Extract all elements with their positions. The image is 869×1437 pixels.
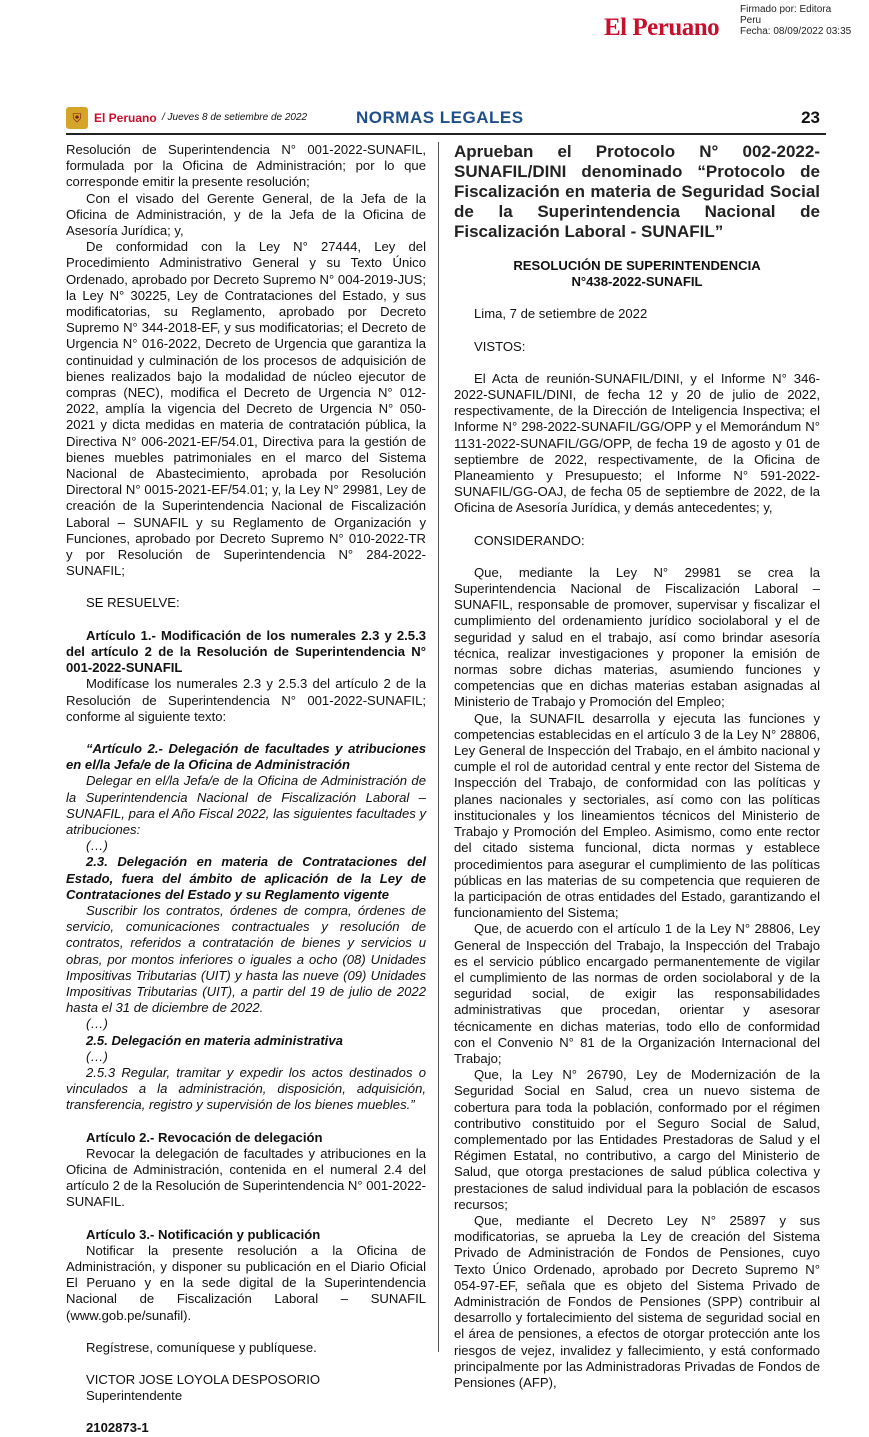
signature-date: Fecha: 08/09/2022 03:35 bbox=[740, 26, 852, 37]
ellipsis: (…) bbox=[86, 1048, 108, 1064]
considerando-paragraph: Que, mediante el Decreto Ley N° 25897 y sus modificatorias, se aprueba la Ley de creación del Sistema Privado de Administración de Fondos de Pensiones, cuyo Texto Único Ordenado, aprobado por Decreto Supremo N° 054-97-EF, señala que es objeto del Sistema Privado de Administración de Fondos de Pensiones (SPP) contribuir al desarrollo y fortalecimiento del sistema de seguridad social en el área de pensiones, a efectos de otorgar protección ante los riesgos de vejez, invalidez y fallecimiento, y está conformado principalmente por las Administradoras Privadas de Fondos de Pensiones (AFP), bbox=[454, 1212, 820, 1390]
section-2-5-title: 2.5. Delegación en materia administrativa bbox=[86, 1032, 343, 1048]
right-column bbox=[454, 142, 820, 1391]
vistos-text: El Acta de reunión-SUNAFIL/DINI, y el Informe N° 346-2022-SUNAFIL/DINI, de fecha 12 y 20 de julio de 2022, respectivamente, de la Dirección de Inteligencia Inspectiva; el Informe N° 298-2022-SUNAFIL/GG/OPP y el Memorándum N° 1131-2022-SUNAFIL/GG/OPP, de fecha 19 de agosto y 01 de septiembre de 2022, respectivamente, de la Oficina de Planeamiento y Presupuesto; el Informe N° 591-2022-SUNAFIL/GG-OAJ, de fecha 05 de septiembre de 2022, de la Oficina de Asesoría Jurídica, y demás antecedentes; y, bbox=[454, 370, 820, 516]
paragraph: De conformidad con la Ley N° 27444, Ley del Procedimiento Administrativo General y su Texto Único Ordenado, aprobado por Decreto Supremo N° 004-2019-JUS; la Ley N° 30225, Ley de Contrataciones del Estado, y sus modificatorias, su Reglamento, aprobado por Decreto Supremo N° 344-2018-EF, y sus modificatorias; el Decreto de Urgencia N° 016-2022, Decreto de Urgencia que garantiza la continuidad y culminación de los procesos de adquisición de bienes realizados bajo la modalidad de núcleo ejecutor de compras (NEC), modifica el Decreto de Urgencia N° 012-2022, amplía la vigencia del Decreto de Urgencia N° 050-2021 y dicta medidas en materia de contratación pública, la Directiva N° 006-2021-EF/54.01, Directiva para la gestión de bienes muebles patrimoniales en el marco del Sistema Nacional de Abastecimiento, aprobada por Resolución Directoral N° 0015-2021-EF/54.01; y, la Ley N° 29981, Ley de creación de la Superintendencia Nacional de Fiscalización Laboral – SUNAFIL y su Reglamento de Organización y Funciones, aprobado por Decreto Supremo N° 010-2022-TR y por Resolución de Superintendencia N° 284-2022-SUNAFIL; bbox=[66, 239, 426, 579]
coat-of-arms-icon: ⛨ bbox=[66, 107, 88, 129]
quote-title: “Artículo 2.- Delegación de facultades y atribuciones en el/la Jefa/e de la Oficina de Administración bbox=[66, 740, 426, 773]
article-1-title: Artículo 1.- Modificación de los numerales 2.3 y 2.5.3 del artículo 2 de la Resolución de Superintendencia N° 001-2022-SUNAFIL bbox=[66, 627, 426, 676]
considerando-heading: CONSIDERANDO: bbox=[474, 532, 585, 548]
signature-text bbox=[740, 4, 851, 37]
considerando-paragraph: Que, mediante la Ley N° 29981 se crea la Superintendencia Nacional de Fiscalización Laboral – SUNAFIL, responsable de promover, supervisar y fiscalizar el cumplimiento del ordenamiento jurídico sociolaboral y el de seguridad y salud en el trabajo, así como brindar asesoría técnica, realizar investigaciones y proponer la emisión de normas sobre dichas materias, asumiendo funciones y competencias que en dichas materias estaban asignadas al Ministerio de Trabajo y Promoción del Empleo; bbox=[454, 564, 820, 710]
considerando-paragraph: Que, la SUNAFIL desarrolla y ejecuta las funciones y competencias establecidas en el artículo 3 de la Ley N° 28806, Ley General de Inspección del Trabajo, en el ámbito nacional y cumple el rol de autoridad central y ente rector del Sistema de Inspección del Trabajo, de conformidad con las políticas y planes nacionales y sectoriales, así como con las políticas institucionales y los lineamientos técnicos del Ministerio de Trabajo y Promoción del Empleo. Asimismo, como ente rector del citado sistema funcional, dicta normas y establece procedimientos para asegurar el cumplimiento de las políticas públicas en las materias de su competencia que requieren de la participación de otras entidades del Estado, garantizando el funcionamiento del Sistema; bbox=[454, 710, 820, 921]
page-header bbox=[66, 107, 826, 135]
paragraph: Resolución de Superintendencia N° 001-2022-SUNAFIL, formulada por la Oficina de Administración; por lo que corresponde emitir la presente resolución; bbox=[66, 142, 426, 190]
article-2-text: Revocar la delegación de facultades y atribuciones en la Oficina de Administración, contenida en el numeral 2.4 del artículo 2 de la Resolución de Superintendencia N° 001-2022-SUNAFIL. bbox=[66, 1145, 426, 1210]
resolution-date: Lima, 7 de setiembre de 2022 bbox=[474, 306, 648, 322]
header-section: NORMAS LEGALES bbox=[356, 108, 524, 127]
section-2-3-title: 2.3. Delegación en materia de Contrataciones del Estado, fuera del ámbito de aplicación de la Ley de Contrataciones del Estado y su Reglamento vigente bbox=[66, 854, 426, 902]
resolution-type: RESOLUCIÓN DE SUPERINTENDENCIA bbox=[513, 258, 761, 273]
section-2-5-3-text: 2.5.3 Regular, tramitar y expedir los actos destinados o vinculados a la administración, disposición, adquisición, transferencia, registro y supervisión de los bienes muebles.” bbox=[66, 1064, 426, 1113]
paragraph: Con el visado del Gerente General, de la Jefa de la Oficina de Administración, y de la Jefa de la Oficina de Asesoría Jurídica; y, bbox=[66, 190, 426, 239]
article-3-text: Notificar la presente resolución a la Oficina de Administración, y disponer su publicación en el Diario Oficial El Peruano y en la sede digital de la Superintendencia Nacional de Fiscalización Laboral – SUNAFIL (www.gob.pe/sunafil). bbox=[66, 1242, 426, 1323]
el-peruano-logo: El Peruano bbox=[604, 14, 720, 41]
left-column bbox=[66, 142, 426, 1437]
considerando-paragraph: Que, de acuerdo con el artículo 1 de la Ley N° 28806, Ley General de Inspección del Trabajo, la Inspección del Trabajo es el servicio público encargado permanentemente de vigilar el cumplimiento de las normas de orden sociolaboral y de la seguridad social, de exigir las responsabilidades administrativas que procedan, orientar y asesorar técnicamente en dichas materias, todo ello de conformidad con el Convenio N° 81 de la Organización Internacional del Trabajo; bbox=[454, 921, 820, 1066]
quote-paragraph: Delegar en el/la Jefa/e de la Oficina de Administración de la Superintendencia Nacional de Fiscalización Laboral – SUNAFIL, para el Año Fiscal 2022, las siguientes facultades y atribuciones: bbox=[66, 773, 426, 837]
ellipsis: (…) bbox=[86, 1016, 108, 1032]
se-resuelve-heading: SE RESUELVE: bbox=[86, 595, 180, 611]
article-2-title: Artículo 2.- Revocación de delegación bbox=[86, 1129, 323, 1145]
signer-role: Superintendente bbox=[86, 1388, 183, 1404]
considerando-paragraph: Que, la Ley N° 26790, Ley de Modernización de la Seguridad Social en Salud, crea un nuevo sistema de cobertura para toda la población, conformado por el régimen contributivo constituido por el Seguro Social de Salud, complementado por las Entidades Prestadoras de Salud y el Régimen Estatal, no contributivo, a cargo del Ministerio de Salud, que otorga prestaciones de salud pública colectiva y prestaciones de salud individual para la población de escasos recursos; bbox=[454, 1067, 820, 1212]
column-divider bbox=[438, 142, 439, 1352]
article-3-title: Artículo 3.- Notificación y publicación bbox=[86, 1226, 321, 1242]
signer-name: VICTOR JOSE LOYOLA DESPOSORIO bbox=[86, 1372, 321, 1388]
vistos-heading: VISTOS: bbox=[474, 338, 526, 354]
header-brand: El Peruano bbox=[94, 111, 157, 125]
page-number: 23 bbox=[801, 108, 820, 127]
closing-formula: Regístrese, comuníquese y publíquese. bbox=[86, 1339, 317, 1355]
document-code: 2102873-1 bbox=[86, 1420, 149, 1436]
signature-signed-by: Firmado por: Editora bbox=[740, 4, 832, 15]
section-2-3-text: Suscribir los contratos, órdenes de compra, órdenes de servicio, comunicaciones contractuales y resolución de contratos, referidos a contratación de bienes y servicios u obras, por montos inferiores o iguales a ocho (08) Unidades Impositivas Tributarias (UIT) y hasta las nueve (09) Unidades Impositivas Tributarias (UIT), a partir del 19 de julio de 2022 hasta el 31 de diciembre de 2022. bbox=[66, 902, 426, 1016]
resolution-headline: Aprueban el Protocolo N° 002-2022-SUNAFIL/DINI denominado “Protocolo de Fiscalización en materia de Seguridad Social de la Superintendencia Nacional de Fiscalización Laboral - SUNAFIL” bbox=[454, 142, 820, 241]
article-1-text: Modifícase los numerales 2.3 y 2.5.3 del artículo 2 de la Resolución de Superintendencia N° 001-2022-SUNAFIL; conforme al siguiente texto: bbox=[66, 676, 426, 724]
signature-location: Peru bbox=[740, 15, 762, 26]
ellipsis: (…) bbox=[86, 838, 108, 854]
resolution-number: N°438-2022-SUNAFIL bbox=[571, 274, 703, 290]
digital-signature-block bbox=[604, 4, 866, 44]
header-date: / Jueves 8 de setiembre de 2022 bbox=[162, 112, 308, 123]
